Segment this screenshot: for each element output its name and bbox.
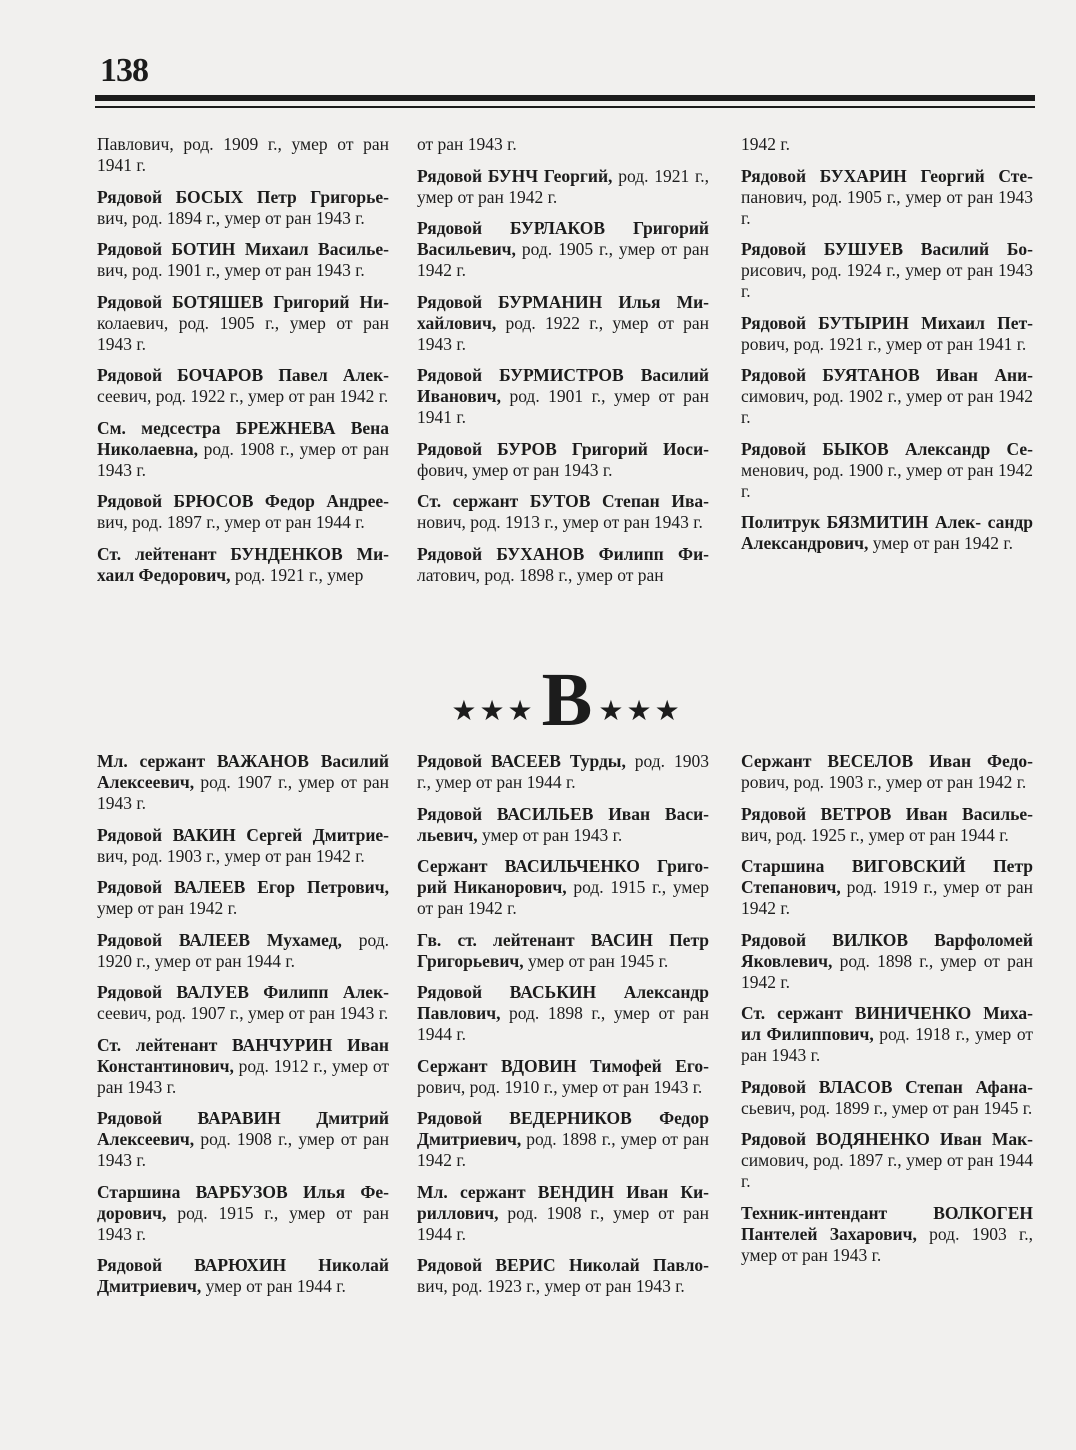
list-item [97, 930, 389, 972]
entry-details: род. 1908 г., умер от ран 1944 г. [417, 1202, 709, 1244]
entry-name: Политрук БЯЗМИТИН Алек- сандр Александрович, [741, 512, 1033, 553]
list-item [417, 166, 709, 208]
list-item [741, 134, 1033, 155]
entry-name: Рядовой БУХАРИН Георгий Сте- [741, 165, 1033, 186]
stars-left-icon: ★★★ [451, 696, 536, 727]
entry-details: род. 1905 г., умер от ран 1942 г. [417, 239, 709, 280]
list-item [97, 239, 389, 281]
entry-details: род. 1915 г., умер от ран 1942 г. [417, 877, 709, 918]
entry-details: менович, род. 1900 г., умер от ран 1942 г. [741, 459, 1033, 501]
entry-name: Сержант ВЕСЕЛОВ Иван Федо- [741, 751, 1033, 771]
entry-details: род. 1898 г., умер от ран 1942 г. [417, 1129, 710, 1170]
entry-name: Рядовой ВАЛЕЕВ Мухамед, [97, 929, 342, 950]
entry-details: 1942 г. [741, 134, 790, 154]
list-item [97, 982, 389, 1024]
entry-details: род. 1908 г., умер от ран 1943 г. [97, 438, 390, 480]
entry-details: рович, род. 1921 г., умер от ран 1941 г. [741, 333, 1027, 354]
entry-details: род. 1903 г., умер от ран 1943 г. [741, 1223, 1034, 1265]
entry-name: Рядовой БУТЫРИН Михаил Пет- [741, 312, 1033, 333]
entry-name: Ст. сержант БУТОВ Степан Ива- [417, 491, 709, 511]
entry-name: Рядовой БУРМАНИН Илья Ми- хайлович, [417, 291, 709, 333]
list-item [97, 187, 389, 229]
entry-name: Сержант ВДОВИН Тимофей Его- [417, 1055, 709, 1076]
entry-name: Рядовой ВОДЯНЕНКО Иван Мак- [741, 1129, 1033, 1149]
entry-details: умер от ран 1942 г. [872, 533, 1013, 553]
entry-details: вич, род. 1897 г., умер от ран 1944 г. [97, 512, 365, 532]
section-letter: В [541, 658, 593, 742]
page-number: 138 [100, 52, 148, 89]
entry-details: вич, род. 1923 г., умер от ран 1943 г. [417, 1276, 685, 1296]
entry-details: род. 1921 г., умер от ран 1942 г. [417, 165, 710, 207]
list-item [417, 544, 709, 586]
column-1-upper [97, 134, 389, 596]
entry-details: колаевич, род. 1905 г., умер от ран 1943 г. [97, 312, 389, 354]
list-item [97, 292, 389, 355]
list-item [741, 856, 1033, 919]
list-item [97, 825, 389, 867]
entry-name: Рядовой ВАРЮХИН Николай Дмитриевич, [97, 1255, 389, 1296]
entry-details: нович, род. 1913 г., умер от ран 1943 г. [417, 512, 703, 532]
list-item [417, 292, 709, 355]
list-item [741, 313, 1033, 355]
entry-name: Рядовой ВАЛЕЕВ Егор Петрович, [97, 877, 389, 897]
entry-name: Рядовой ВЛАСОВ Степан Афана- [741, 1076, 1033, 1097]
entry-name: Рядовой БОТИН Михаил Василье- [97, 239, 389, 259]
entry-name: Рядовой ВАСИЛЬЕВ Иван Васи- льевич, [417, 803, 709, 845]
list-item [97, 418, 389, 481]
entry-name: Мл. сержант ВЕНДИН Иван Ки- риллович, [417, 1181, 709, 1223]
entry-details: латович, род. 1898 г., умер от ран [417, 564, 664, 585]
entry-name: Рядовой БОЧАРОВ Павел Алек- [97, 365, 389, 385]
entry-details: рович, род. 1903 г., умер от ран 1942 г. [741, 772, 1027, 792]
entry-details: род. 1915 г., умер от ран 1943 г. [97, 1202, 390, 1244]
entry-name: Рядовой ВАЛУЕВ Филипп Алек- [97, 982, 389, 1002]
entry-details: Павлович, род. 1909 г., умер от ран 1941 г. [97, 134, 389, 175]
entry-details: умер от ран 1945 г. [528, 950, 669, 971]
entry-details: род. 1922 г., умер от ран 1943 г. [417, 312, 710, 354]
header-rule-thick [95, 95, 1035, 101]
entry-details: умер от ран 1943 г. [482, 824, 623, 845]
entry-details: фович, умер от ран 1943 г. [417, 459, 613, 480]
entry-details: род. 1921 г., умер [234, 564, 364, 585]
column-3-lower [741, 751, 1033, 1276]
list-item [97, 1108, 389, 1171]
column-2-upper [417, 134, 709, 596]
entry-details: род. 1901 г., умер от ран 1941 г. [417, 386, 710, 427]
entry-details: сьевич, род. 1899 г., умер от ран 1945 г. [741, 1097, 1033, 1118]
list-item [417, 1255, 709, 1297]
list-item [741, 1129, 1033, 1192]
entry-details: рисович, род. 1924 г., умер от ран 1943 г. [741, 260, 1033, 301]
entry-name: Мл. сержант ВАЖАНОВ Василий Алексеевич, [97, 751, 389, 792]
list-item [97, 365, 389, 407]
list-item [417, 856, 709, 919]
entry-details: род. 1918 г., умер от ран 1943 г. [741, 1024, 1034, 1065]
entry-name: Рядовой БУРМИСТРОВ Василий Иванович, [417, 365, 709, 406]
entry-name: Рядовой ВАСЬКИН Александр Павлович, [417, 982, 709, 1023]
entry-name: Гв. ст. лейтенант ВАСИН Петр Григорьевич, [417, 929, 709, 971]
list-item [741, 512, 1033, 554]
list-item [417, 439, 709, 481]
list-item [741, 930, 1033, 993]
column-1-lower [97, 751, 389, 1308]
entry-details: род. 1907 г., умер от ран 1943 г. [97, 772, 390, 813]
list-item [97, 1035, 389, 1098]
entry-details: сеевич, род. 1922 г., умер от ран 1942 г. [97, 386, 389, 406]
entry-details: вич, род. 1901 г., умер от ран 1943 г. [97, 260, 365, 280]
entry-details: вич, род. 1903 г., умер от ран 1942 г. [97, 845, 365, 866]
entry-name: Рядовой ВИЛКОВ Варфоломей Яковлевич, [741, 929, 1033, 971]
entry-details: род. 1903 г., умер от ран 1944 г. [417, 751, 709, 792]
entry-name: Рядовой ВЕТРОВ Иван Васильe- [741, 803, 1033, 824]
entry-name: Рядовой ВАСЕЕВ Турды, [417, 751, 626, 771]
list-item [741, 1077, 1033, 1119]
list-item [741, 365, 1033, 428]
list-item [417, 1108, 709, 1171]
entry-details: симович, род. 1897 г., умер от ран 1944 г. [741, 1150, 1033, 1191]
list-item [741, 166, 1033, 229]
entry-details: рович, род. 1910 г., умер от ран 1943 г. [417, 1076, 703, 1097]
list-item [417, 930, 709, 972]
entry-details: род. 1898 г., умер от ран 1942 г. [741, 950, 1033, 992]
entry-name: Рядовой ВЕДЕРНИКОВ Федор Дмитриевич, [417, 1108, 709, 1149]
entry-name: Ст. сержант ВИНИЧЕНКО Миха- ил Филиппович, [741, 1003, 1033, 1044]
entry-name: Ст. лейтенант БУНДЕНКОВ Ми- хаил Федорович, [97, 543, 389, 585]
entry-name: Рядовой БУШУЕВ Василий Бо- [741, 239, 1033, 259]
list-item [741, 439, 1033, 502]
entry-name: Рядовой БУРОВ Григорий Иоси- [417, 438, 709, 459]
entry-details: умер от ран 1944 г. [205, 1276, 346, 1296]
entry-name: Старшина ВАРБУЗОВ Илья Фе- дорович, [97, 1181, 389, 1223]
list-item [417, 365, 709, 428]
list-item [97, 1255, 389, 1297]
entry-details: род. 1920 г., умер от ран 1944 г. [97, 929, 389, 971]
list-item [97, 877, 389, 919]
entry-details: род. 1898 г., умер от ран 1944 г. [417, 1003, 710, 1044]
entry-name: Рядовой БРЮСОВ Федор Андрее- [97, 491, 389, 511]
list-item [417, 491, 709, 533]
entry-details: вич, род. 1894 г., умер от ран 1943 г. [97, 207, 365, 228]
list-item [97, 491, 389, 533]
list-item [417, 751, 709, 793]
entry-name: Старшина ВИГОВСКИЙ Петр Степанович, [741, 856, 1033, 897]
list-item [741, 751, 1033, 793]
column-2-lower [417, 751, 709, 1308]
entry-name: Рядовой БУНЧ Георгий, [417, 165, 613, 186]
entry-name: Техник-интендант ВОЛКОГЕН Пантелей Захарович, [741, 1202, 1033, 1244]
list-item [97, 751, 389, 814]
list-item [741, 804, 1033, 846]
list-item [97, 134, 389, 176]
entry-name: См. медсестра БРЕЖНЕВА Вена Николаевна, [97, 417, 389, 459]
entry-name: Рядовой ВАКИН Сергей Дмитрие- [97, 824, 389, 845]
list-item [417, 218, 709, 281]
list-item [417, 982, 709, 1045]
entry-name: Рядовой БУЯТАНОВ Иван Ани- [741, 365, 1033, 385]
entry-details: симович, род. 1902 г., умер от ран 1942 г. [741, 386, 1033, 427]
list-item [97, 1182, 389, 1245]
section-divider [451, 658, 683, 742]
entry-details: род. 1919 г., умер от ран 1942 г. [741, 877, 1034, 918]
entry-details: вич, род. 1925 г., умер от ран 1944 г. [741, 824, 1009, 845]
list-item [741, 239, 1033, 302]
entry-name: Рядовой ВАРАВИН Дмитрий Алексеевич, [97, 1108, 389, 1149]
entry-name: Рядовой БУРЛАКОВ Григорий Васильевич, [417, 218, 709, 259]
list-item [741, 1003, 1033, 1066]
entry-details: род. 1912 г., умер от ран 1943 г. [97, 1055, 389, 1097]
entry-details: сеевич, род. 1907 г., умер от ран 1943 г. [97, 1003, 389, 1023]
entry-name: Ст. лейтенант ВАНЧУРИН Иван Константинович, [97, 1034, 389, 1076]
list-item [417, 1056, 709, 1098]
list-item [417, 134, 709, 155]
list-item [97, 544, 389, 586]
entry-name: Рядовой БУХАНОВ Филипп Фи- [417, 543, 709, 564]
entry-name: Рядовой БОТЯШЕВ Григорий Ни- [97, 291, 389, 312]
list-item [417, 804, 709, 846]
list-item [417, 1182, 709, 1245]
stars-right-icon: ★★★ [598, 696, 683, 727]
entry-details: род. 1908 г., умер от ран 1943 г. [97, 1129, 390, 1170]
entry-name: Рядовой ВЕРИС Николай Павло- [417, 1255, 709, 1275]
entry-details: панович, род. 1905 г., умер от ран 1943 г. [741, 186, 1033, 228]
entry-name: Сержант ВАСИЛЬЧЕНКО Григо- рий Никанорович, [417, 856, 709, 897]
entry-name: Рядовой БОСЫХ Петр Григорье- [97, 186, 389, 207]
header-rule-thin [95, 106, 1035, 108]
entry-details: умер от ран 1942 г. [97, 898, 238, 918]
entry-name: Рядовой БЫКОВ Александр Се- [741, 438, 1033, 459]
column-3-upper [741, 134, 1033, 565]
entry-details: от ран 1943 г. [417, 134, 517, 154]
list-item [741, 1203, 1033, 1266]
